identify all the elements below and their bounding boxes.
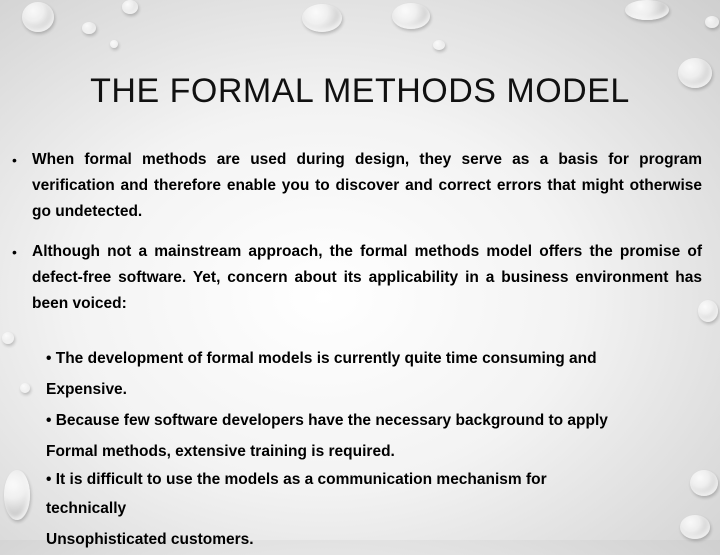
bullet-text: When formal methods are used during design, they serve as a basis for program verification and therefore enable you to discover and correct errors that might otherwise go undetected.: [32, 151, 702, 220]
water-droplet-decoration: [433, 40, 445, 50]
water-droplet-decoration: [20, 383, 30, 393]
bullet-list: [12, 147, 702, 331]
bullet-text: Although not a mainstream approach, the formal methods model offers the promise of defect-free software. Yet, concern about its applicability in a business environment has been voiced:: [32, 243, 702, 312]
bullet-marker: •: [12, 152, 17, 168]
bullet-marker: •: [12, 244, 17, 260]
water-droplet-decoration: [392, 3, 430, 29]
water-droplet-decoration: [122, 0, 138, 14]
water-droplet-decoration: [625, 0, 669, 20]
concern-line: • It is difficult to use the models as a communication mechanism for: [46, 471, 547, 488]
water-droplet-decoration: [22, 2, 54, 32]
concerns-list: [46, 343, 706, 555]
water-droplet-decoration: [302, 4, 342, 32]
concern-line: Formal methods, extensive training is required.: [46, 443, 395, 460]
concern-line: technically: [46, 500, 127, 517]
concern-line: • Because few software developers have the necessary background to apply: [46, 412, 608, 429]
concern-line: Unsophisticated customers.: [46, 531, 254, 548]
concern-line: • The development of formal models is currently quite time consuming and: [46, 350, 597, 367]
water-droplet-decoration: [82, 22, 96, 34]
water-droplet-decoration: [2, 332, 14, 344]
water-droplet-decoration: [110, 40, 118, 48]
slide-title: THE FORMAL METHODS MODEL: [90, 72, 630, 110]
water-droplet-decoration: [705, 16, 719, 28]
bullet-item: [12, 239, 702, 317]
water-droplet-decoration: [4, 470, 30, 520]
bullet-item: [12, 147, 702, 225]
concern-line: Expensive.: [46, 381, 127, 398]
